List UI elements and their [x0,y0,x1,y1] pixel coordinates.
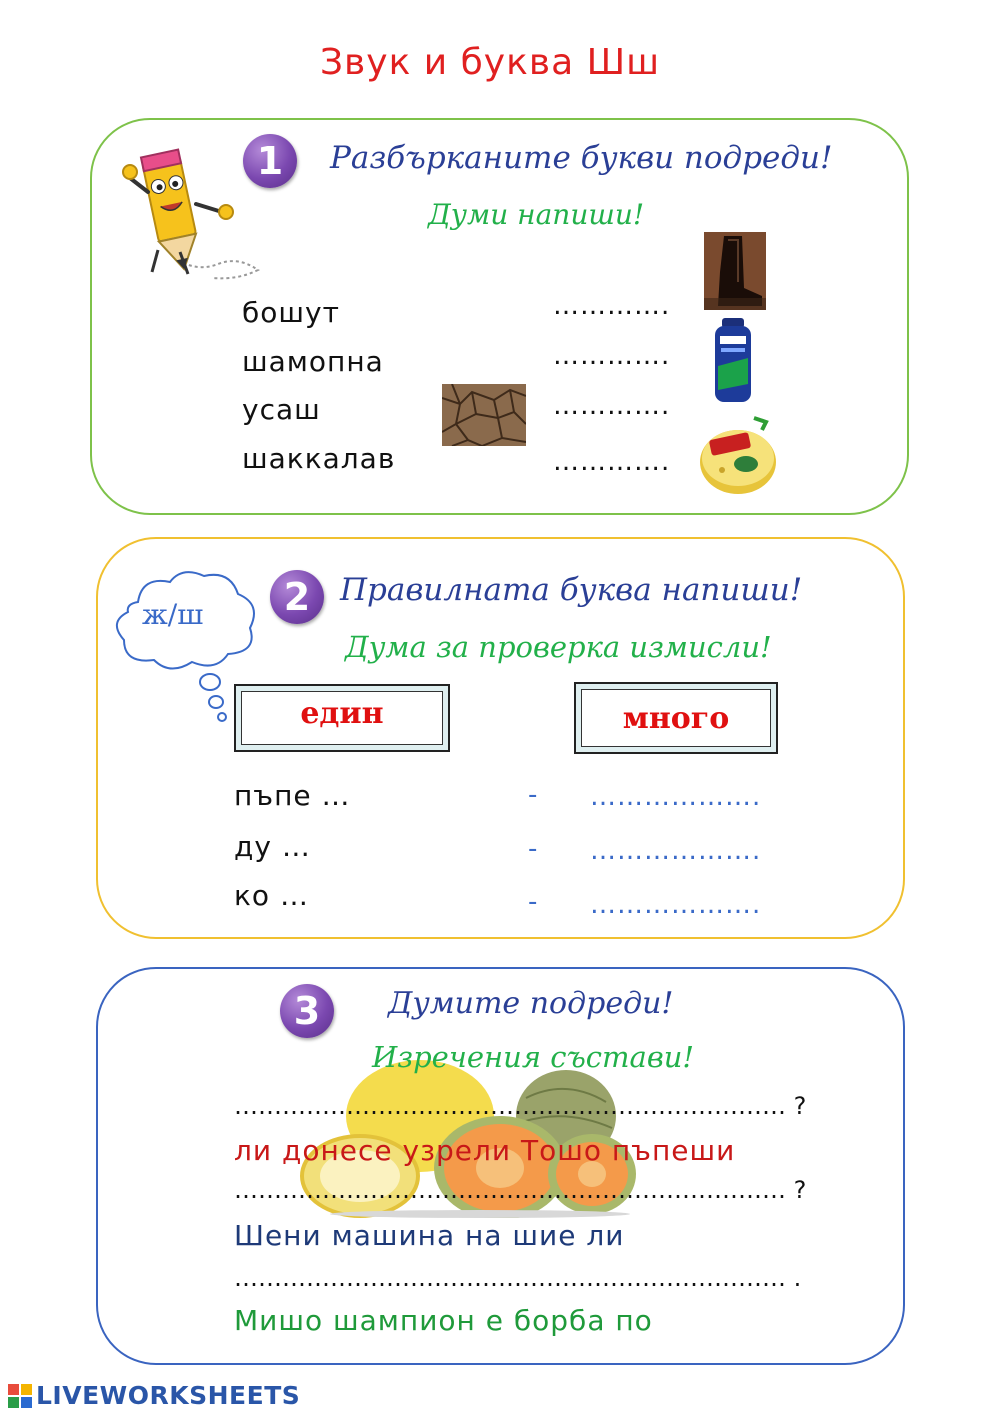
task1-number-badge: 1 [243,134,297,188]
plural-label-box [574,682,778,754]
task3-instruction: Думите подреди! [388,986,674,1021]
task2-number-badge: 2 [270,570,324,624]
cracked-earth-image [442,384,526,446]
plural-label: много [581,689,771,747]
task3-subinstruction: Изречения състави! [372,1040,695,1074]
answer-blank-1[interactable]: …………. [553,291,671,321]
word-stem-1: пъпе … [234,779,351,812]
check-word-blank-2[interactable]: ………………. [590,836,762,866]
task3-number-badge: 3 [280,984,334,1038]
row-dash-1: - [528,780,538,810]
answer-blank-4[interactable]: …………. [553,447,671,477]
sentence-blank-2[interactable]: …………………………………………………………… ? [234,1176,807,1204]
word-stem-2: ду … [234,830,311,863]
task1-instruction: Разбърканите букви подреди! [330,140,833,176]
page-title: Звук и буква Шш [319,42,661,83]
scrambled-word-2: шамопна [242,345,384,378]
check-word-blank-1[interactable]: ………………. [590,782,762,812]
singular-label: един [241,691,443,745]
scrambled-sentence-3: Мишо шампион е борба по [234,1304,653,1337]
scrambled-word-4: шаккалав [242,442,396,475]
scrambled-word-1: бошут [242,296,340,329]
sentence-blank-3[interactable]: …………………………………………………………… . [234,1264,802,1292]
sentence-blank-1[interactable]: …………………………………………………………… ? [234,1092,807,1120]
cheese-wheel-image [696,416,782,498]
scrambled-word-3: усаш [242,393,321,426]
task2-subinstruction: Дума за проверка измисли! [345,630,772,664]
bubble-letters: ж/ш [142,598,204,631]
footer-brand: LIVEWORKSHEETS [36,1381,301,1410]
row-dash-2: - [528,834,538,864]
check-word-blank-3[interactable]: ………………. [590,890,762,920]
task1-subinstruction: Думи напиши! [428,198,645,231]
liveworksheets-logo-icon [8,1384,32,1408]
row-dash-3: - [528,887,538,917]
answer-blank-3[interactable]: …………. [553,391,671,421]
shampoo-bottle-image [712,318,754,404]
scrambled-sentence-1: ли донесе узрели Тошо пъпеши [234,1134,736,1167]
scrambled-sentence-2: Шени машина на шие ли [234,1219,625,1252]
answer-blank-2[interactable]: …………. [553,341,671,371]
boot-image [704,232,766,310]
word-stem-3: ко … [234,879,309,912]
singular-label-box [234,684,450,752]
task2-instruction: Правилната буква напиши! [340,572,803,608]
